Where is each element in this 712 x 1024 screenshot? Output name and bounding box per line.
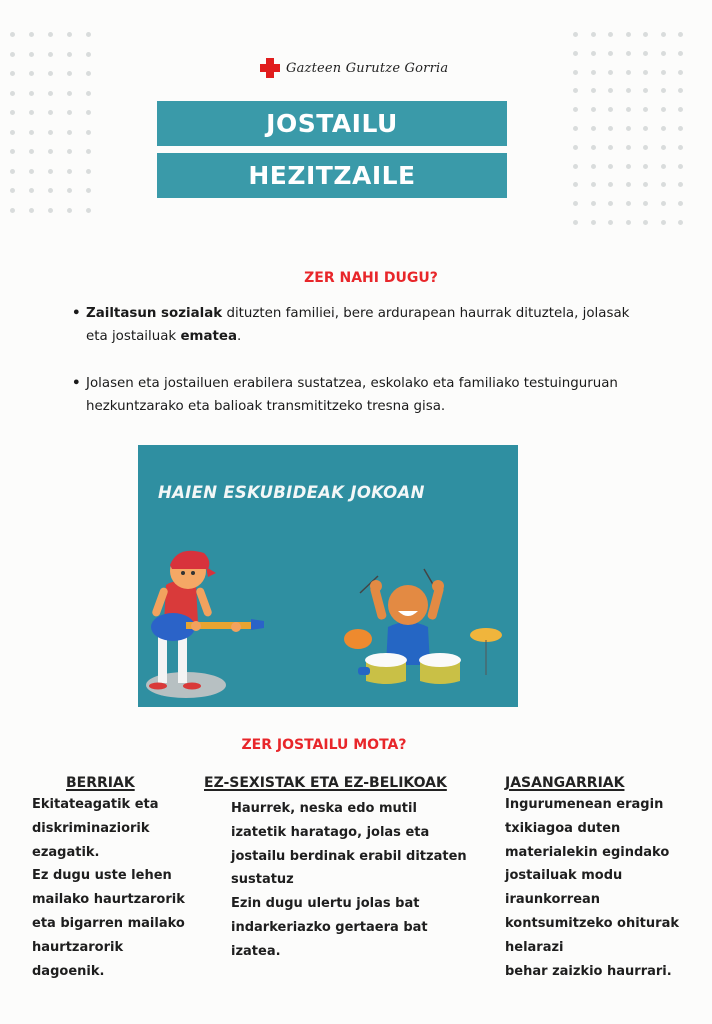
decorative-dot — [29, 149, 34, 154]
decorative-dot — [591, 70, 596, 75]
decorative-dot — [626, 51, 631, 56]
decorative-dot — [86, 110, 91, 115]
decorative-dot — [591, 32, 596, 37]
goal-item — [70, 302, 630, 348]
decorative-dot — [591, 164, 596, 169]
decorative-dot — [661, 220, 666, 225]
decorative-dot — [626, 182, 631, 187]
decorative-dot — [67, 188, 72, 193]
decorative-dot — [661, 88, 666, 93]
decorative-dot — [626, 201, 631, 206]
decorative-dot — [678, 88, 683, 93]
decorative-dot — [643, 70, 648, 75]
body-line: mailako haurtzarorik — [32, 892, 185, 908]
decorative-dot — [626, 164, 631, 169]
guitarist-child-icon — [146, 551, 264, 698]
decorative-dot — [678, 201, 683, 206]
decorative-dot — [591, 145, 596, 150]
body-line: eta bigarren mailako — [32, 915, 185, 931]
decorative-dot — [643, 107, 648, 112]
decorative-dot — [48, 188, 53, 193]
decorative-dot — [10, 169, 15, 174]
decorative-dot — [608, 164, 613, 169]
decorative-dot — [67, 130, 72, 135]
decorative-dot — [573, 32, 578, 37]
decorative-dot — [643, 164, 648, 169]
body-line: jostailuak modu — [505, 868, 623, 884]
decorative-dot — [29, 130, 34, 135]
decorative-dot — [626, 32, 631, 37]
decorative-dot — [608, 220, 613, 225]
decorative-dot — [29, 91, 34, 96]
decorative-dot — [29, 52, 34, 57]
decorative-dot — [661, 107, 666, 112]
decorative-dot — [10, 188, 15, 193]
decorative-dot — [48, 110, 53, 115]
decorative-dot — [608, 182, 613, 187]
decorative-dot — [608, 88, 613, 93]
decorative-dot — [626, 107, 631, 112]
decorative-dot — [643, 88, 648, 93]
body-line: txikiagoa duten — [505, 820, 621, 836]
decorative-dot — [678, 70, 683, 75]
goals-list — [70, 302, 630, 442]
decorative-dot — [591, 220, 596, 225]
decorative-dot — [48, 52, 53, 57]
decorative-dot-pattern-left — [10, 32, 105, 227]
decorative-dot — [29, 71, 34, 76]
body-line: indarkeriazko gertaera bat — [231, 919, 428, 935]
decorative-dot — [678, 182, 683, 187]
decorative-dot — [661, 32, 666, 37]
decorative-dot — [661, 201, 666, 206]
body-line: behar zaizkio haurrari. — [505, 963, 672, 979]
body-line: Ez dugu uste lehen — [32, 868, 172, 884]
decorative-dot — [626, 126, 631, 131]
decorative-dot — [626, 220, 631, 225]
section-heading-toy-types: ZER JOSTAILU MOTA? — [241, 737, 407, 753]
title-line-1: JOSTAILU — [157, 101, 507, 146]
body-line: haurtzarorik — [32, 939, 124, 955]
body-line: helarazi — [505, 939, 564, 955]
decorative-dot — [86, 130, 91, 135]
decorative-dot — [67, 149, 72, 154]
decorative-dot — [48, 169, 53, 174]
decorative-dot — [29, 110, 34, 115]
decorative-dot — [48, 91, 53, 96]
column-body — [204, 797, 474, 964]
organization-logo — [260, 58, 448, 78]
decorative-dot — [643, 201, 648, 206]
decorative-dot — [643, 32, 648, 37]
decorative-dot — [573, 145, 578, 150]
decorative-dot — [29, 169, 34, 174]
decorative-dot — [573, 126, 578, 131]
goal-text: dituzten familiei, bere ardurapean haurrak dituztela, jolasak eta jostailuak — [86, 306, 630, 344]
decorative-dot — [10, 110, 15, 115]
organization-name: Gazteen Gurutze Gorria — [286, 60, 449, 76]
decorative-dot — [661, 182, 666, 187]
decorative-dot — [86, 71, 91, 76]
decorative-dot — [10, 32, 15, 37]
decorative-dot — [573, 164, 578, 169]
title-line-2: HEZITZAILE — [157, 153, 507, 198]
decorative-dot — [67, 169, 72, 174]
decorative-dot — [86, 169, 91, 174]
decorative-dot — [67, 110, 72, 115]
decorative-dot — [678, 51, 683, 56]
decorative-dot — [67, 32, 72, 37]
body-line: Haurrek, neska edo mutil — [231, 801, 417, 816]
decorative-dot — [591, 126, 596, 131]
body-line: Ingurumenean eragin — [505, 797, 664, 812]
decorative-dot — [29, 32, 34, 37]
body-line: izatea. — [231, 943, 281, 959]
decorative-dot — [591, 201, 596, 206]
decorative-dot — [86, 208, 91, 213]
decorative-dot — [591, 51, 596, 56]
decorative-dot — [608, 126, 613, 131]
body-line: jostailu berdinak erabil ditzaten — [231, 848, 467, 864]
body-line: kontsumitzeko ohiturak — [505, 915, 679, 931]
decorative-dot — [661, 51, 666, 56]
body-line: materialekin egindako — [505, 844, 670, 860]
decorative-dot — [591, 107, 596, 112]
goal-item — [70, 372, 630, 418]
decorative-dot — [608, 201, 613, 206]
decorative-dot — [10, 149, 15, 154]
section-heading-what-we-want: ZER NAHI DUGU? — [304, 270, 438, 286]
decorative-dot — [86, 52, 91, 57]
decorative-dot — [573, 51, 578, 56]
decorative-dot — [67, 208, 72, 213]
decorative-dot — [591, 88, 596, 93]
decorative-dot — [10, 91, 15, 96]
decorative-dot — [48, 71, 53, 76]
decorative-dot — [573, 70, 578, 75]
decorative-dot — [10, 52, 15, 57]
decorative-dot — [67, 71, 72, 76]
decorative-dot — [67, 91, 72, 96]
decorative-dot — [573, 201, 578, 206]
decorative-dot — [678, 220, 683, 225]
decorative-dot — [643, 182, 648, 187]
decorative-dot — [608, 51, 613, 56]
goal-text: Jolasen eta jostailuen erabilera sustatzea, eskolako eta familiako testuinguruan hezkuntzarako eta balioak transmititzeko tresna gisa. — [86, 376, 618, 414]
body-line: iraunkorrean — [505, 892, 601, 908]
body-line: sustatuz — [231, 872, 294, 888]
body-line: izatetik haratago, jolas eta — [231, 824, 430, 840]
decorative-dot — [643, 220, 648, 225]
body-line: diskriminaziorik — [32, 820, 150, 836]
decorative-dot — [10, 71, 15, 76]
decorative-dot — [86, 188, 91, 193]
decorative-dot — [678, 126, 683, 131]
decorative-dot — [643, 51, 648, 56]
decorative-dot — [626, 88, 631, 93]
body-line: Ezin dugu ulertu jolas bat — [231, 896, 420, 912]
column-body — [505, 793, 705, 983]
decorative-dot — [643, 145, 648, 150]
decorative-dot — [626, 70, 631, 75]
decorative-dot — [86, 32, 91, 37]
poster-illustration — [138, 445, 518, 707]
decorative-dot — [678, 107, 683, 112]
decorative-dot — [86, 91, 91, 96]
decorative-dot — [29, 188, 34, 193]
decorative-dot — [48, 130, 53, 135]
decorative-dot — [678, 164, 683, 169]
column-heading: BERRIAK — [66, 775, 135, 791]
decorative-dot — [67, 52, 72, 57]
decorative-dot — [608, 70, 613, 75]
decorative-dot — [678, 32, 683, 37]
decorative-dot — [643, 126, 648, 131]
decorative-dot — [10, 130, 15, 135]
decorative-dot — [608, 32, 613, 37]
goal-period: . — [237, 329, 242, 344]
toy-type-column-sustainable — [505, 775, 705, 983]
body-line: dagoenik. — [32, 963, 105, 979]
toy-type-column-non-sexist — [204, 775, 474, 964]
decorative-dot — [591, 182, 596, 187]
decorative-dot — [573, 220, 578, 225]
decorative-dot — [678, 145, 683, 150]
decorative-dot — [48, 208, 53, 213]
decorative-dot — [573, 88, 578, 93]
body-line: Ekitateagatik eta — [32, 797, 159, 812]
decorative-dot — [10, 208, 15, 213]
decorative-dot — [608, 145, 613, 150]
toy-type-column-new — [32, 775, 212, 983]
decorative-dot — [661, 126, 666, 131]
red-cross-icon — [260, 58, 280, 78]
decorative-dot — [661, 70, 666, 75]
decorative-dot — [48, 32, 53, 37]
decorative-dot — [573, 182, 578, 187]
decorative-dot — [573, 107, 578, 112]
body-line: ezagatik. — [32, 844, 100, 860]
goal-bold-start: Zailtasun sozialak — [86, 306, 223, 321]
column-body — [32, 793, 212, 983]
column-heading: JASANGARRIAK — [505, 775, 625, 791]
decorative-dot — [608, 107, 613, 112]
decorative-dot-pattern-right — [573, 32, 696, 239]
decorative-dot — [661, 164, 666, 169]
poster-title: HAIEN ESKUBIDEAK JOKOAN — [158, 483, 425, 502]
decorative-dot — [48, 149, 53, 154]
decorative-dot — [29, 208, 34, 213]
column-heading: EZ-SEXISTAK ETA EZ-BELIKOAK — [204, 775, 447, 791]
drummer-child-icon — [344, 569, 502, 684]
decorative-dot — [626, 145, 631, 150]
decorative-dot — [661, 145, 666, 150]
decorative-dot — [86, 149, 91, 154]
goal-bold-end: ematea — [180, 329, 238, 344]
children-music-illustration — [138, 445, 518, 707]
